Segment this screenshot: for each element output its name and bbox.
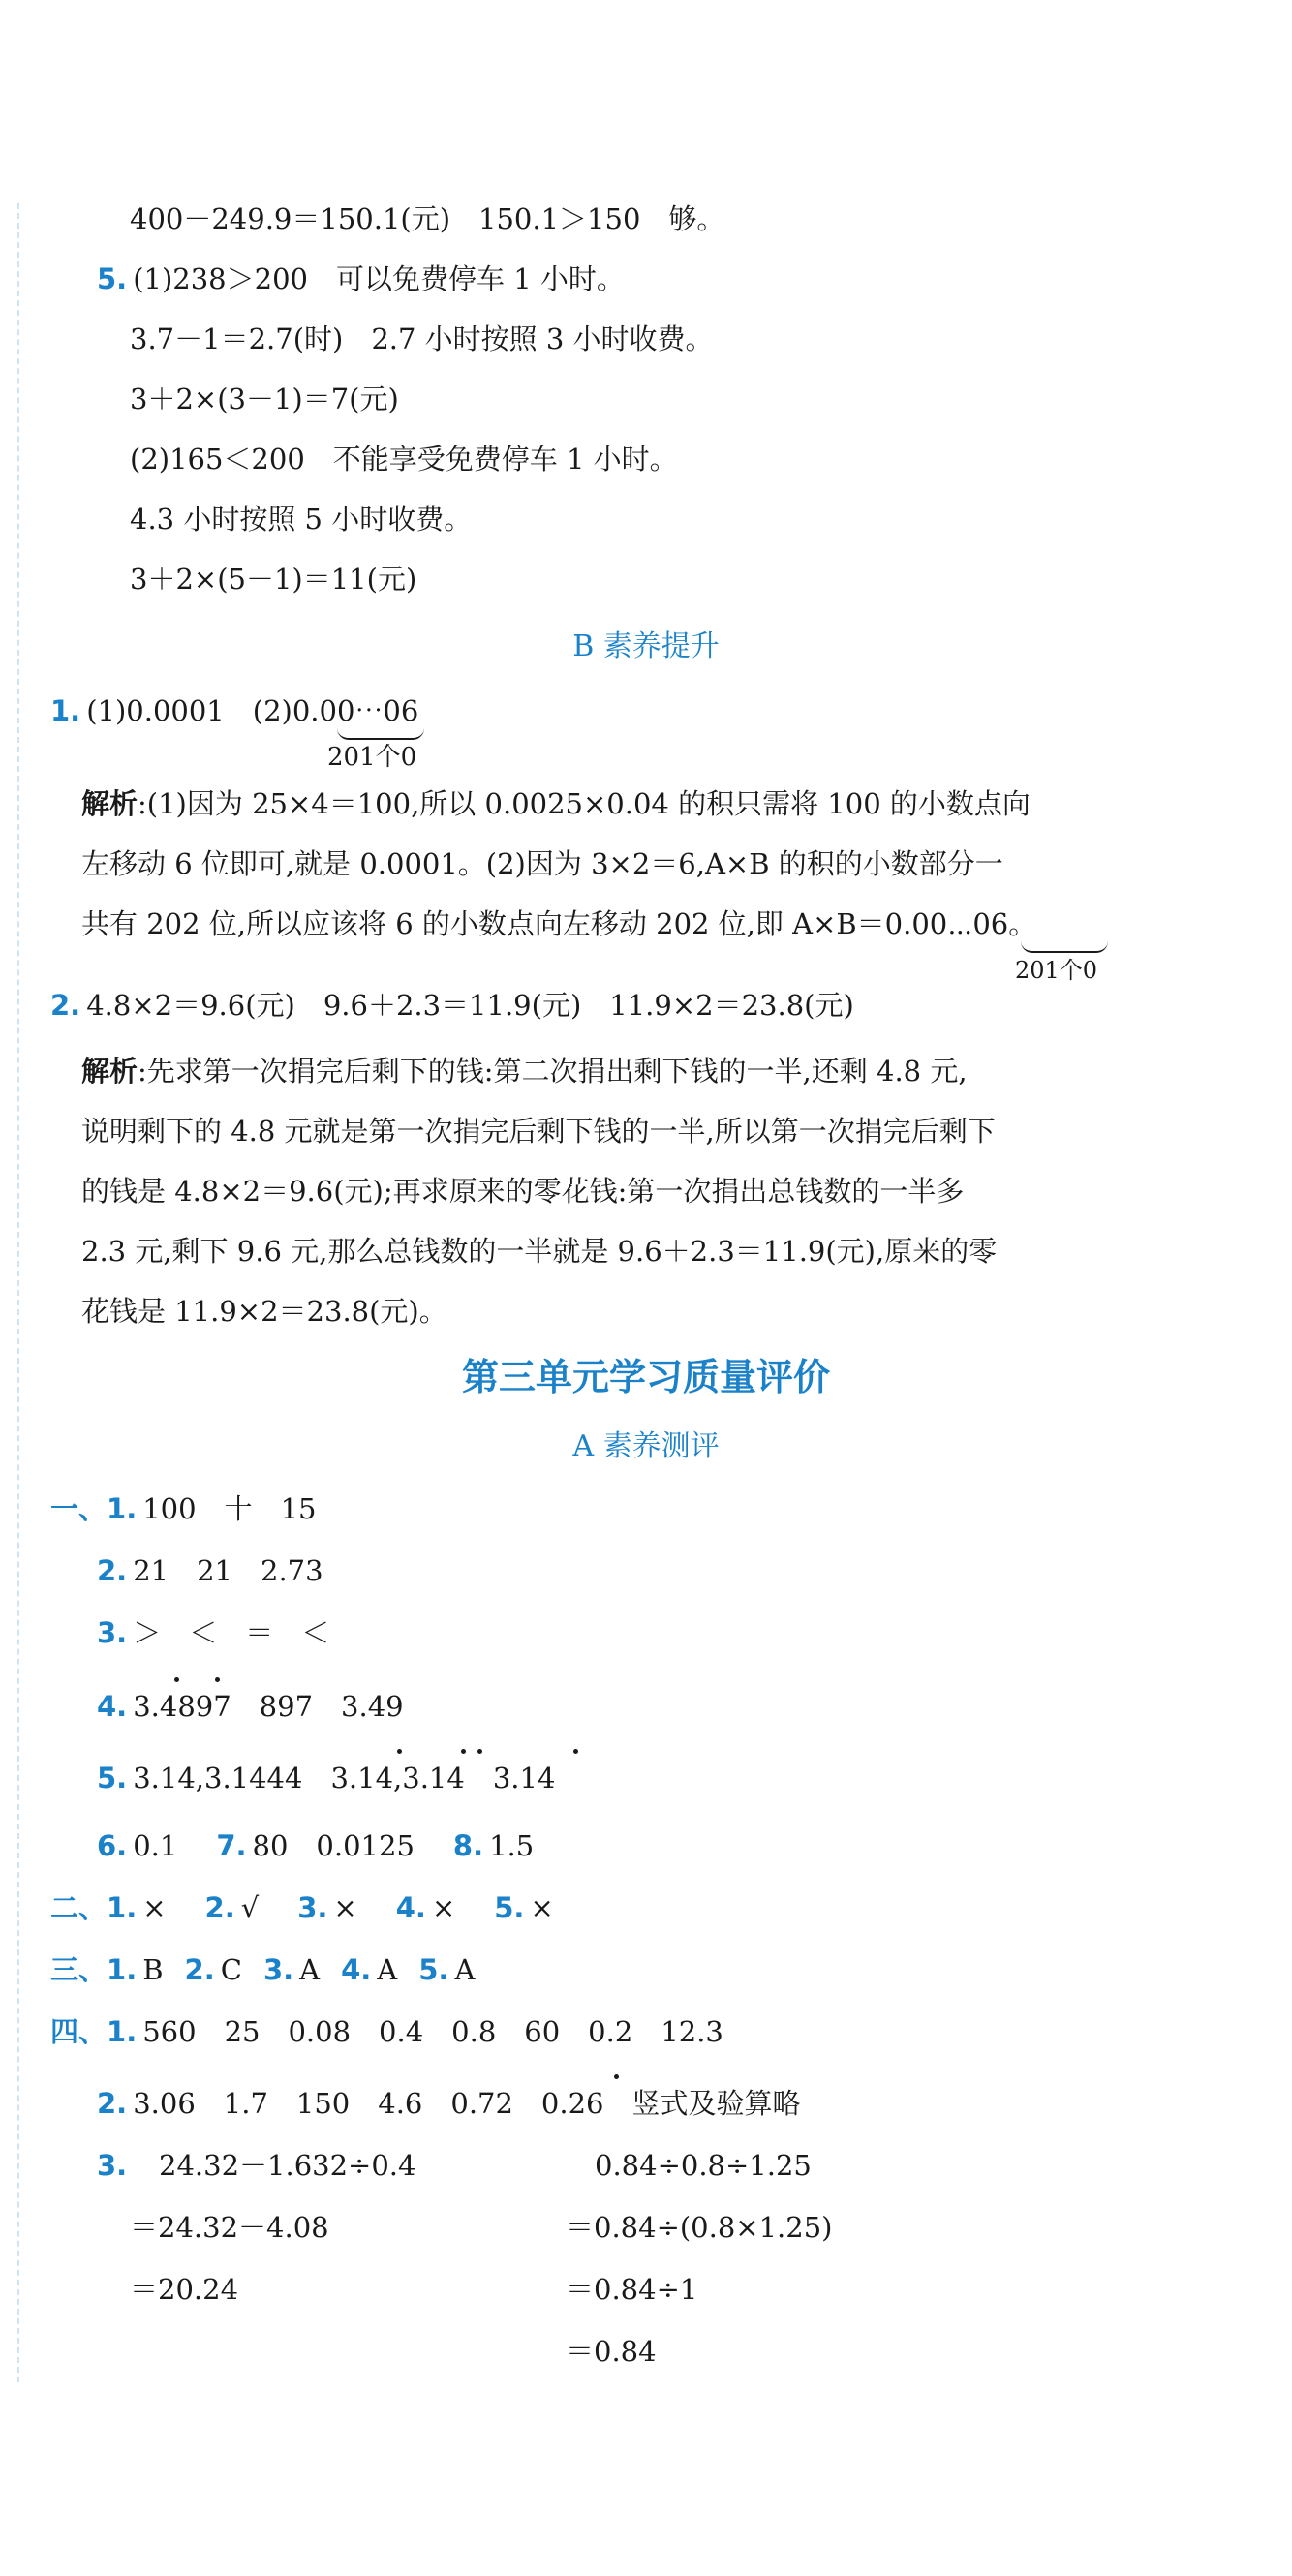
part-label: 四、 [50,2015,108,2048]
part-label: 三、 [50,1953,108,1986]
b-question-2-analysis-line-4: 2.3 元,剩下 9.6 元,那么总钱数的一半就是 9.6＋2.3＝11.9(元),原来的零 [81,1235,998,1268]
question-5-line-6: 3＋2×(5－1)＝11(元) [130,563,417,596]
calc-right-line-3: ＝0.84÷1 [566,2273,698,2306]
b-question-2-analysis-line-5: 花钱是 11.9×2＝23.8(元)。 [81,1295,447,1328]
b-question-1-analysis-line-3: 共有 202 位,所以应该将 6 的小数点向左移动 202 位,即 A×B＝0.00⋯06。 [81,907,1037,940]
calc-left-line-1: 24.32－1.632÷0.4 [159,2149,416,2182]
part-3-answers: 三、1. B 2. C 3. A 4. A 5. A [50,1953,476,1986]
calc-right-line-2: ＝0.84÷(0.8×1.25) [566,2211,833,2244]
part-1-item-1: 一、1. 100 十 15 [50,1492,317,1525]
analysis-label: 解析 [81,787,138,820]
question-5-line-4: (2)165＜200 不能享受免费停车 1 小时。 [130,443,678,475]
part-label: 一、 [50,1492,108,1525]
b-question-2-analysis-line-3: 的钱是 4.8×2＝9.6(元);再求原来的零花钱:第一次捐出总钱数的一半多 [81,1175,965,1208]
part-2-answers: 二、1. × 2. √ 3. × 4. × 5. × [50,1891,554,1924]
unit-3-title: 第三单元学习质量评价 [461,1356,830,1398]
part-1-item-5: 5. 3.14,3.1444 3.14,3.14 3.14 [97,1762,556,1794]
repeating-dot [461,1749,466,1754]
part-4-item-3-number: 3. [97,2149,128,2182]
section-a-heading: A 素养测评 [572,1429,720,1463]
margin-dashed-line [17,203,19,2382]
calc-right-line-4: ＝0.84 [566,2335,657,2368]
b-question-1-analysis-line-1: 解析:(1)因为 25×4＝100,所以 0.0025×0.04 的积只需将 100 的小数点向 [81,787,1031,820]
part-1-items-6-8: 6. 0.1 7. 80 0.0125 8. 1.5 [97,1829,535,1862]
b-question-2-analysis-line-1: 解析:先求第一次捐完后剩下的钱:第二次捐出剩下钱的一半,还剩 4.8 元, [81,1055,968,1088]
question-number: 2. [50,989,81,1022]
question-5-line-5: 4.3 小时按照 5 小时收费。 [130,503,473,536]
b-question-1-answer: 1. (1)0.0001 (2)0.00⋯06 [50,694,419,727]
repeating-dot [614,2074,619,2079]
repeating-dot [573,1749,578,1754]
repeating-dot [215,1677,220,1682]
question-5-line-2: 3.7－1＝2.7(时) 2.7 小时按照 3 小时收费。 [130,322,714,355]
question-number: 1. [50,694,81,727]
brace-label: 201个0 [327,743,417,772]
part-1-item-4: 4. 3.4897 897 3.49 [97,1690,404,1723]
b-question-2-analysis-line-2: 说明剩下的 4.8 元就是第一次捐完后剩下钱的一半,所以第一次捐完后剩下 [81,1115,996,1148]
answer-line: 400－249.9＝150.1(元) 150.1＞150 够。 [130,202,725,235]
section-b-heading: B 素养提升 [572,629,720,663]
question-5-line-1: 5. (1)238＞200 可以免费停车 1 小时。 [97,262,625,295]
part-1-item-2: 2. 21 21 2.73 [97,1554,323,1587]
calc-right-line-1: 0.84÷0.8÷1.25 [595,2149,812,2182]
repeating-dot [477,1749,482,1754]
b-question-2-answer: 2. 4.8×2＝9.6(元) 9.6＋2.3＝11.9(元) 11.9×2＝23.8(元) [50,989,854,1022]
calc-left-line-2: ＝24.32－4.08 [130,2211,329,2244]
part-1-item-3: 3. ＞ ＜ ＝ ＜ [97,1616,330,1649]
repeating-dot [397,1749,402,1754]
question-5-line-3: 3＋2×(3－1)＝7(元) [130,383,399,415]
calc-left-line-3: ＝20.24 [130,2273,239,2306]
repeating-dot [174,1677,179,1682]
brace-label: 201个0 [1015,957,1098,984]
part-4-item-2: 2. 3.06 1.7 150 4.6 0.72 0.26 竖式及验算略 [97,2087,801,2120]
part-4-item-1: 四、1. 560 25 0.08 0.4 0.8 60 0.2 12.3 [50,2015,723,2048]
b-question-1-analysis-line-2: 左移动 6 位即可,就是 0.0001。(2)因为 3×2＝6,A×B 的积的小数部分一 [81,847,1003,880]
part-label: 二、 [50,1891,108,1924]
analysis-label: 解析 [81,1055,138,1088]
question-number: 5. [97,262,128,295]
